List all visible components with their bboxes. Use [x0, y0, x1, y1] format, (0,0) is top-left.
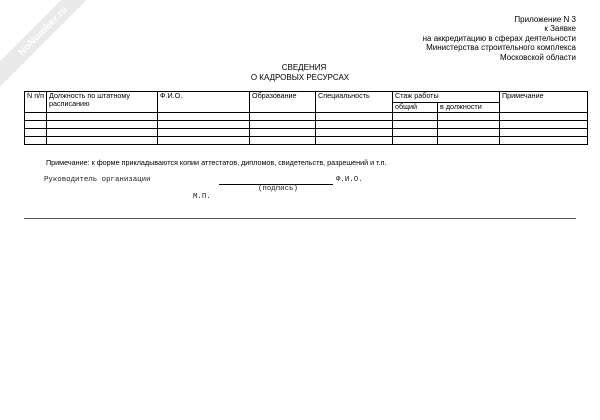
appendix-line: к Заявке: [544, 24, 576, 34]
header-specialty: Специальность: [316, 92, 393, 113]
header-num: N п/п: [25, 92, 47, 113]
page-divider: [24, 218, 576, 219]
stamp-label: М.П.: [193, 193, 211, 201]
table-cell[interactable]: [158, 121, 250, 129]
appendix-line: на аккредитацию в сферах деятельности: [422, 33, 576, 43]
table-cell[interactable]: [250, 121, 316, 129]
title-line-2: О КАДРОВЫХ РЕСУРСАХ: [250, 72, 350, 82]
appendix-line: Московской области: [499, 52, 576, 62]
table-cell[interactable]: [316, 113, 393, 121]
table-cell[interactable]: [500, 121, 588, 129]
header-note: Примечание: [500, 92, 588, 113]
table-cell[interactable]: [158, 113, 250, 121]
header-position: Должность по штатному расписанию: [47, 92, 158, 113]
signature-caption: (подпись): [258, 185, 298, 193]
table-cell[interactable]: [250, 137, 316, 145]
table-cell[interactable]: [47, 113, 158, 121]
table-cell[interactable]: [500, 113, 588, 121]
table-row: [25, 113, 588, 121]
header-experience-total: общий: [393, 103, 438, 113]
table-cell[interactable]: [158, 137, 250, 145]
header-education: Образование: [250, 92, 316, 113]
table-row: [25, 121, 588, 129]
appendix-line: Министерства строительного комплекса: [426, 43, 576, 53]
table-cell[interactable]: [250, 129, 316, 137]
table-cell[interactable]: [47, 121, 158, 129]
table-cell[interactable]: [393, 113, 438, 121]
table-cell[interactable]: [250, 113, 316, 121]
table-cell[interactable]: [25, 113, 47, 121]
fio-label: Ф.И.О.: [336, 176, 363, 184]
table-cell[interactable]: [393, 129, 438, 137]
table-cell[interactable]: [500, 129, 588, 137]
appendix-line: Приложение N 3: [514, 15, 576, 24]
table-cell[interactable]: [316, 137, 393, 145]
attachment-note: Примечание: к форме прикладываются копии аттестатов, дипломов, свидетельств, разрешений и т.п.: [46, 158, 387, 167]
table-cell[interactable]: [158, 129, 250, 137]
table-cell[interactable]: [500, 137, 588, 145]
appendix-header: [423, 15, 576, 62]
signature-block: [0, 176, 600, 206]
table-cell[interactable]: [438, 137, 500, 145]
table-cell[interactable]: [316, 129, 393, 137]
table-cell[interactable]: [393, 121, 438, 129]
header-fio: Ф.И.О.: [158, 92, 250, 113]
table-cell[interactable]: [25, 137, 47, 145]
table-cell[interactable]: [438, 113, 500, 121]
table-row: [25, 129, 588, 137]
document-title: [0, 63, 600, 82]
table-row: [25, 137, 588, 145]
head-of-organization-label: Руководитель организации: [44, 176, 151, 184]
table-cell[interactable]: [316, 121, 393, 129]
watermark-text: NoNumber.ru: [15, 3, 71, 59]
table-header-row: [25, 92, 588, 103]
title-line-1: СВЕДЕНИЯ: [281, 63, 327, 72]
table-cell[interactable]: [47, 129, 158, 137]
table-cell[interactable]: [438, 121, 500, 129]
table-cell[interactable]: [393, 137, 438, 145]
table-cell[interactable]: [47, 137, 158, 145]
header-experience-position: в должности: [438, 103, 500, 113]
table-cell[interactable]: [25, 129, 47, 137]
table-cell[interactable]: [438, 129, 500, 137]
personnel-table: [24, 91, 588, 145]
table-cell[interactable]: [25, 121, 47, 129]
header-experience: Стаж работы: [393, 92, 500, 103]
